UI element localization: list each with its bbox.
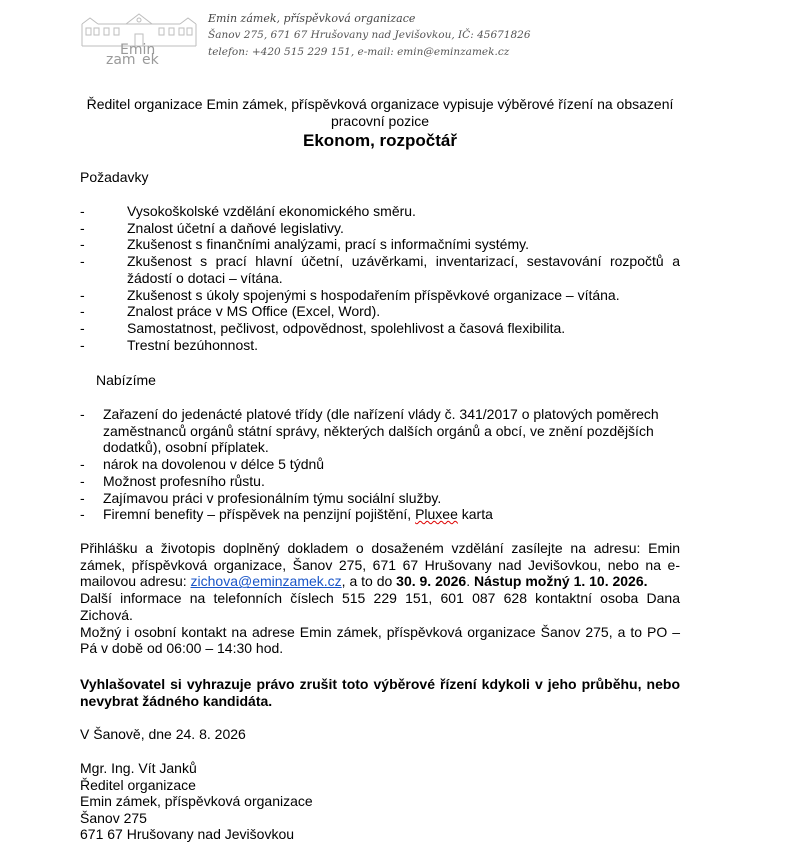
svg-text:Emin: Emin bbox=[120, 42, 156, 58]
org-contact-block bbox=[208, 10, 531, 61]
personal-contact-text: Možný i osobní kontakt na adrese Emin zámek, příspěvková organizace Šanov 275, a to PO – Pá v době od 06:00 – 14:30 hod. bbox=[80, 623, 680, 657]
requirements-list bbox=[80, 203, 680, 353]
list-item: - Zařazení do jedenácté platové třídy (dle nařízení vlády č. 341/2017 o platových poměrech zaměstnanců orgánů státní správy, některých dalších orgánů a obcí, ve znění pozdějších dodatků), osobní příplatek. bbox=[80, 406, 659, 456]
letterhead bbox=[80, 8, 780, 68]
warning-text: Vyhlašovatel si vyhrazuje právo zrušit toto výběrové řízení kdykoli v jeho průběhu, nebo nevybrat žádného kandidáta. bbox=[80, 676, 680, 709]
list-item: - Vysokoškolské vzdělání ekonomického směru. bbox=[80, 203, 416, 219]
svg-text:ek: ek bbox=[142, 52, 159, 66]
requirements-heading: Požadavky bbox=[80, 169, 149, 185]
offer-heading: Nabízíme bbox=[96, 372, 156, 388]
signature-org: Emin zámek, příspěvková organizace bbox=[80, 793, 313, 810]
castle-logo bbox=[80, 12, 198, 66]
pluxee-word: Pluxee bbox=[415, 506, 458, 523]
list-item: - Firemní benefity – příspěvek na penzijní pojištění, Pluxee karta bbox=[80, 506, 493, 523]
signature-street: Šanov 275 bbox=[80, 809, 147, 826]
svg-text:zam: zam bbox=[106, 52, 136, 66]
list-item: - Zkušenost s finančními analýzami, prací s informačními systémy. bbox=[80, 236, 529, 253]
list-item: - Znalost účetní a daňové legislativy. bbox=[80, 219, 344, 236]
list-item: - Zkušenost s prací hlavní účetní, uzávěrkami, inventarizací, sestavování rozpočtů a žádostí o dotaci – vítána. bbox=[80, 253, 680, 286]
list-item: - Zkušenost s úkoly spojenými s hospodařením příspěvkové organizace – vítána. bbox=[80, 286, 620, 303]
list-item: - nárok na dovolenou v délce 5 týdnů bbox=[80, 456, 325, 473]
deadline-date: 30. 9. 2026 bbox=[396, 573, 467, 590]
org-address: Šanov 275, 671 67 Hrušovany nad Jevišovkou, IČ: 45671826 bbox=[208, 29, 531, 41]
org-contact: telefon: +420 515 229 151, e-mail: emin@eminzamek.cz bbox=[208, 46, 510, 58]
org-name: Emin zámek, příspěvková organizace bbox=[208, 12, 416, 25]
info-text: Další informace na telefonních číslech 515 229 151, 601 087 628 kontaktní osoba Dana Zichová. bbox=[80, 590, 680, 623]
list-item: - Zajímavou práci v profesionálním týmu sociální služby. bbox=[80, 489, 442, 506]
application-paragraph: Přihlášku a životopis doplněný dokladem o dosaženém vzdělání zasílejte na adresu: Emin zámek, příspěvková organizace, Šanov 275, 671 67 Hrušovany nad Jevišovkou, nebo na e-mailovou adresu: zichova@eminzamek.cz, a to do 30. 9. 2026. Nástup možný 1. 10. 2026. Další informace na telefonních číslech 515 229 151, 601 087 628 kontaktní osoba Dana Zichová. Možný i osobní kontakt na adrese Emin zámek, příspěvková organizace Šanov 275, a to PO – Pá v době od 06:00 – 14:30 hod. bbox=[80, 540, 680, 657]
list-item: - Znalost práce v MS Office (Excel, Word). bbox=[80, 303, 381, 320]
list-item: - Možnost profesního růstu. bbox=[80, 472, 265, 489]
date-place: V Šanově, dne 24. 8. 2026 bbox=[80, 726, 246, 742]
list-item: - Trestní bezúhonnost. bbox=[80, 336, 259, 353]
email-link[interactable]: zichova@eminzamek.cz bbox=[190, 573, 342, 590]
signature-block bbox=[80, 760, 313, 843]
start-date: Nástup možný 1. 10. 2026. bbox=[474, 573, 648, 590]
job-title: Ekonom, rozpočtář bbox=[303, 131, 457, 150]
intro-text: Ředitel organizace Emin zámek, příspěvková organizace vypisuje výběrové řízení na obsazení pracovní pozice bbox=[86, 96, 674, 129]
signature-name: Mgr. Ing. Vít Janků bbox=[80, 760, 197, 776]
list-item: - Samostatnost, pečlivost, odpovědnost, spolehlivost a časová flexibilita. bbox=[80, 319, 566, 336]
signature-role: Ředitel organizace bbox=[80, 776, 196, 793]
offer-list bbox=[80, 406, 680, 523]
signature-city: 671 67 Hrušovany nad Jevišovkou bbox=[80, 826, 295, 843]
